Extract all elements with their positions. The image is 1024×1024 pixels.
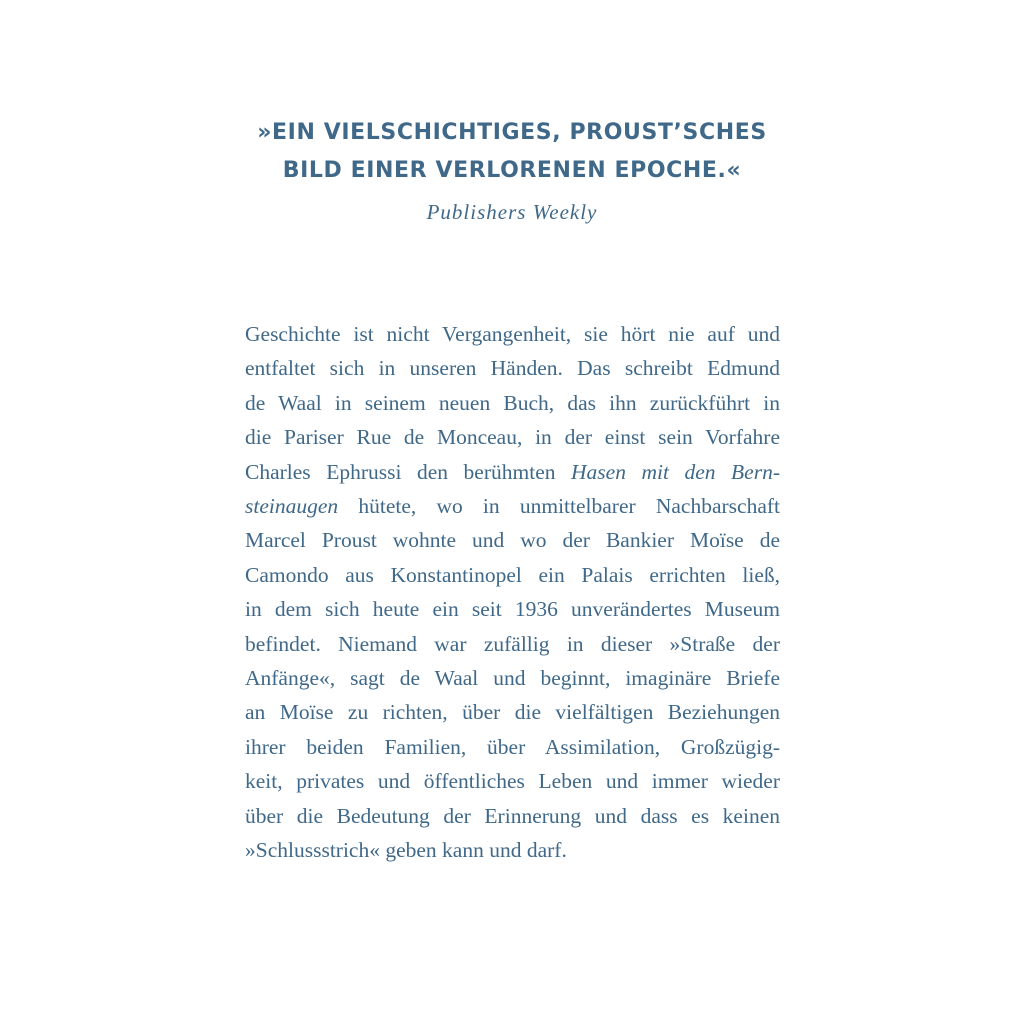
blurb-line: Marcel Proust wohnte und wo der Bankier Moïse de [245,528,780,553]
review-quote-line-1: »EIN VIELSCHICHTIGES, PROUST’SCHES [257,120,767,145]
blurb-line: »Schlussstrich« geben kann und darf. [245,838,567,863]
blurb-line: an Moïse zu richten, über die vielfältigen Beziehungen [245,700,780,725]
review-quote [0,114,1024,190]
book-title-italic: Hasen mit den Bern- [571,459,780,484]
blurb-line: Camondo aus Konstantinopel ein Palais errichten ließ, [245,562,780,587]
blurb-line: Anfänge«, sagt de Waal und beginnt, imaginäre Briefe [245,666,780,691]
blurb-line: entfaltet sich in unseren Händen. Das schreibt Edmund [245,356,780,381]
blurb-line: in dem sich heute ein seit 1936 unverändertes Museum [245,597,780,622]
blurb-line: keit, privates und öffentliches Leben und immer wieder [245,769,780,794]
book-title-italic: steinaugen [245,494,339,519]
blurb-line [245,489,780,523]
blurb-line: befindet. Niemand war zufällig in dieser »Straße der [245,631,780,656]
blurb-text-segment: Charles Ephrussi den berühmten [245,459,556,484]
review-quote-line-2: BILD EINER VERLORENEN EPOCHE.« [282,158,742,183]
quote-source: Publishers Weekly [426,200,598,224]
blurb-line: die Pariser Rue de Monceau, in der einst sein Vorfahre [245,425,780,450]
blurb-line: de Waal in seinem neuen Buch, das ihn zurückführt in [245,390,780,415]
blurb-line: über die Bedeutung der Erinnerung und dass es keinen [245,803,780,828]
blurb-line: Geschichte ist nicht Vergangenheit, sie hört nie auf und [245,322,780,346]
blurb-text-segment: hütete, wo in unmittelbarer Nachbarschaft [358,494,781,519]
blurb-text [245,317,780,868]
blurb-line: ihrer beiden Familien, über Assimilation, Großzügig- [245,734,780,759]
blurb-line [245,455,780,489]
